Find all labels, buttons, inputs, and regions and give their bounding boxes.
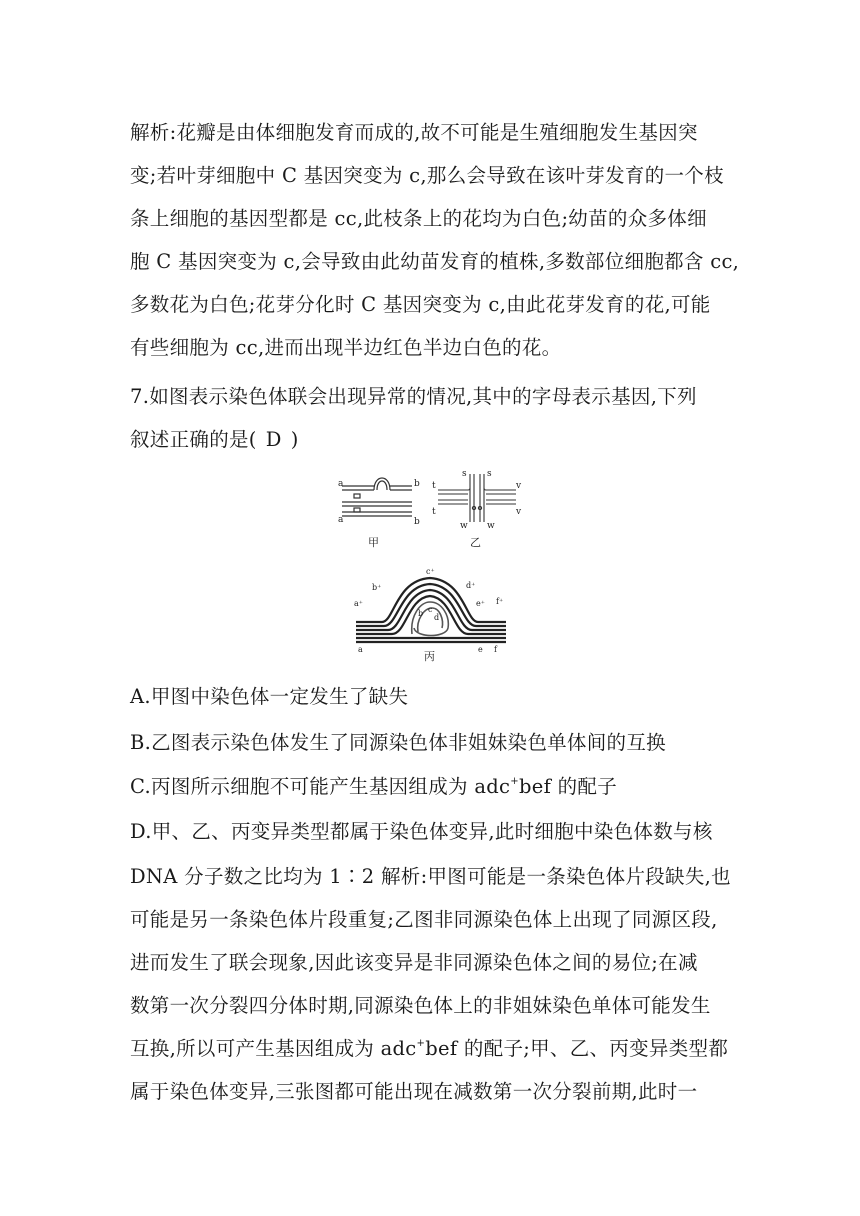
explanation-line: 条上细胞的基因型都是 cc,此枝条上的花均为白色;幼苗的众多体细 [130, 207, 707, 230]
figure-yi [430, 468, 526, 552]
figure-jia [334, 472, 422, 552]
figure-label: d⁺ [466, 581, 476, 590]
explanation-text: 互换,所以可产生基因组成为 adc [130, 1037, 417, 1060]
figure-label: b [418, 609, 424, 618]
explanation-line: 属于染色体变异,三张图都可能出现在减数第一次分裂前期,此时一 [130, 1080, 698, 1103]
explanation-line: 多数花为白色;花芽分化时 C 基因突变为 c,由此花芽发育的花,可能 [130, 293, 711, 316]
explanation-line: 可能是另一条染色体片段重复;乙图非同源染色体上出现了同源区段, [130, 908, 718, 931]
option-a: A.甲图中染色体一定发生了缺失 [130, 685, 409, 708]
superscript: + [416, 1038, 426, 1049]
explanation-line [130, 1033, 728, 1061]
option-d: D.甲、乙、丙变异类型都属于染色体变异,此时细胞中染色体数与核 [130, 820, 713, 843]
figure-label: b [414, 517, 420, 527]
figure-label: b [414, 479, 420, 489]
superscript: + [510, 776, 519, 787]
figure-label: t [432, 507, 436, 517]
explanation-text: bef 的配子;甲、乙、丙变异类型都 [425, 1037, 729, 1060]
explanation-line: 解析:花瓣是由体细胞发育而成的,故不可能是生殖细胞发生基因突 [130, 121, 698, 144]
option-c-suffix: bef 的配子 [518, 775, 617, 798]
option-c [130, 771, 617, 799]
figure-label: c⁺ [426, 567, 435, 576]
question-stem-suffix: ) [290, 428, 299, 451]
figure-label: s [487, 469, 492, 479]
figure-label: b⁺ [372, 583, 382, 592]
figure-label: w [487, 521, 495, 531]
question-stem-prefix: 叙述正确的是( [130, 428, 257, 451]
figure-label: t [432, 481, 436, 491]
question-stem-line2 [130, 424, 299, 452]
figure-label: e⁺ [476, 599, 485, 608]
figure-label: a [358, 645, 363, 654]
explanation-line: 胞 C 基因突变为 c,会导致由此幼苗发育的植株,多数部位细胞都含 cc, [130, 250, 740, 273]
figure-bing [346, 562, 516, 662]
option-b: B.乙图表示染色体发生了同源染色体非姐妹染色单体间的互换 [130, 731, 666, 754]
figure-caption: 甲 [368, 536, 379, 549]
figure-label: e [478, 645, 483, 654]
figure-label: v [516, 481, 522, 491]
figure-caption: 丙 [424, 650, 435, 662]
figure-label: a⁺ [354, 599, 363, 608]
figure-label: d [434, 613, 440, 622]
figure-label: a [338, 515, 344, 525]
figure-label: w [460, 521, 468, 531]
option-c-prefix: C.丙图所示细胞不可能产生基因组成为 adc [130, 775, 511, 798]
figure-label: c [428, 605, 433, 614]
figure-caption: 乙 [470, 536, 481, 549]
explanation-line: 进而发生了联会现象,因此该变异是非同源染色体之间的易位;在减 [130, 951, 698, 974]
figure-label: s [462, 469, 467, 479]
explanation-line: 变;若叶芽细胞中 C 基因突变为 c,那么会导致在该叶芽发育的一个枝 [130, 164, 724, 187]
answer-letter: D [265, 428, 282, 451]
figure-label: v [516, 507, 522, 517]
figure-label: f [494, 645, 497, 654]
question-stem: 7.如图表示染色体联会出现异常的情况,其中的字母表示基因,下列 [130, 385, 697, 408]
figure-label: a [338, 479, 344, 489]
explanation-line: 有些细胞为 cc,进而出现半边红色半边白色的花。 [130, 336, 562, 359]
explanation-line: 数第一次分裂四分体时期,同源染色体上的非姐妹染色单体可能发生 [130, 994, 711, 1017]
explanation-line: DNA 分子数之比均为 1∶2 解析:甲图可能是一条染色体片段缺失,也 [130, 865, 731, 888]
figure-label: f⁺ [496, 597, 504, 606]
